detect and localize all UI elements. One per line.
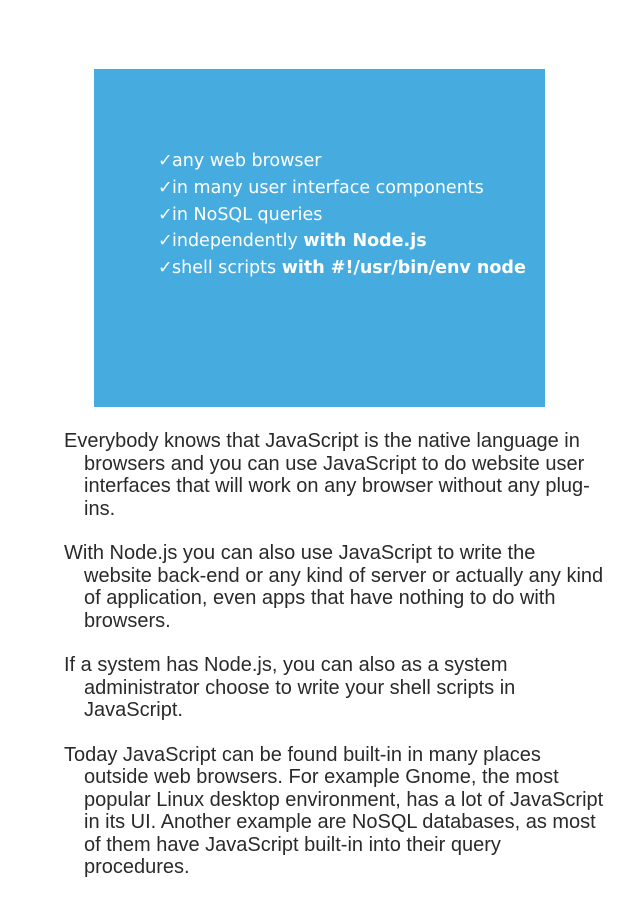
checklist-item-emphasis: with Node.js (303, 231, 427, 252)
checklist-item-emphasis: with #!/usr/bin/env node (281, 258, 526, 279)
checklist-item-text: in NoSQL queries (172, 204, 323, 225)
feature-slide (94, 69, 545, 407)
checkmark-icon: ✓ (158, 231, 173, 252)
paragraph: If a system has Node.js, you can also as a system administrator choose to write your shell scripts in JavaScript. (64, 654, 516, 721)
checklist-item (158, 175, 526, 202)
body-text (64, 430, 604, 901)
checkmark-icon: ✓ (158, 258, 173, 279)
checkmark-icon: ✓ (158, 204, 173, 225)
checklist-item (158, 148, 526, 175)
paragraph: With Node.js you can also use JavaScript to write the website back-end or any kind of server or actually any kind of application, even apps that have nothing to do with browsers. (64, 542, 604, 632)
checklist-item-text: shell scripts (172, 258, 282, 279)
checklist-item-text: any web browser (172, 151, 322, 171)
checklist-item (158, 255, 526, 282)
checklist-item (158, 202, 526, 229)
paragraph: Everybody knows that JavaScript is the native language in browsers and you can use JavaScript to do website user interfaces that will work on any browser without any plug-ins. (64, 430, 590, 520)
checklist-item-text: in many user interface components (172, 177, 484, 198)
checklist-item (158, 228, 526, 255)
feature-checklist (158, 148, 526, 282)
checkmark-icon: ✓ (158, 177, 173, 198)
checklist-item-text: independently (172, 231, 304, 252)
paragraph: Today JavaScript can be found built-in in many places outside web browsers. For example Gnome, the most popular Linux desktop environment, has a lot of JavaScript in its UI. Another example are NoSQL databases, as most of them have JavaScript built-in into their query procedures. (64, 743, 604, 878)
checkmark-icon: ✓ (158, 151, 173, 171)
